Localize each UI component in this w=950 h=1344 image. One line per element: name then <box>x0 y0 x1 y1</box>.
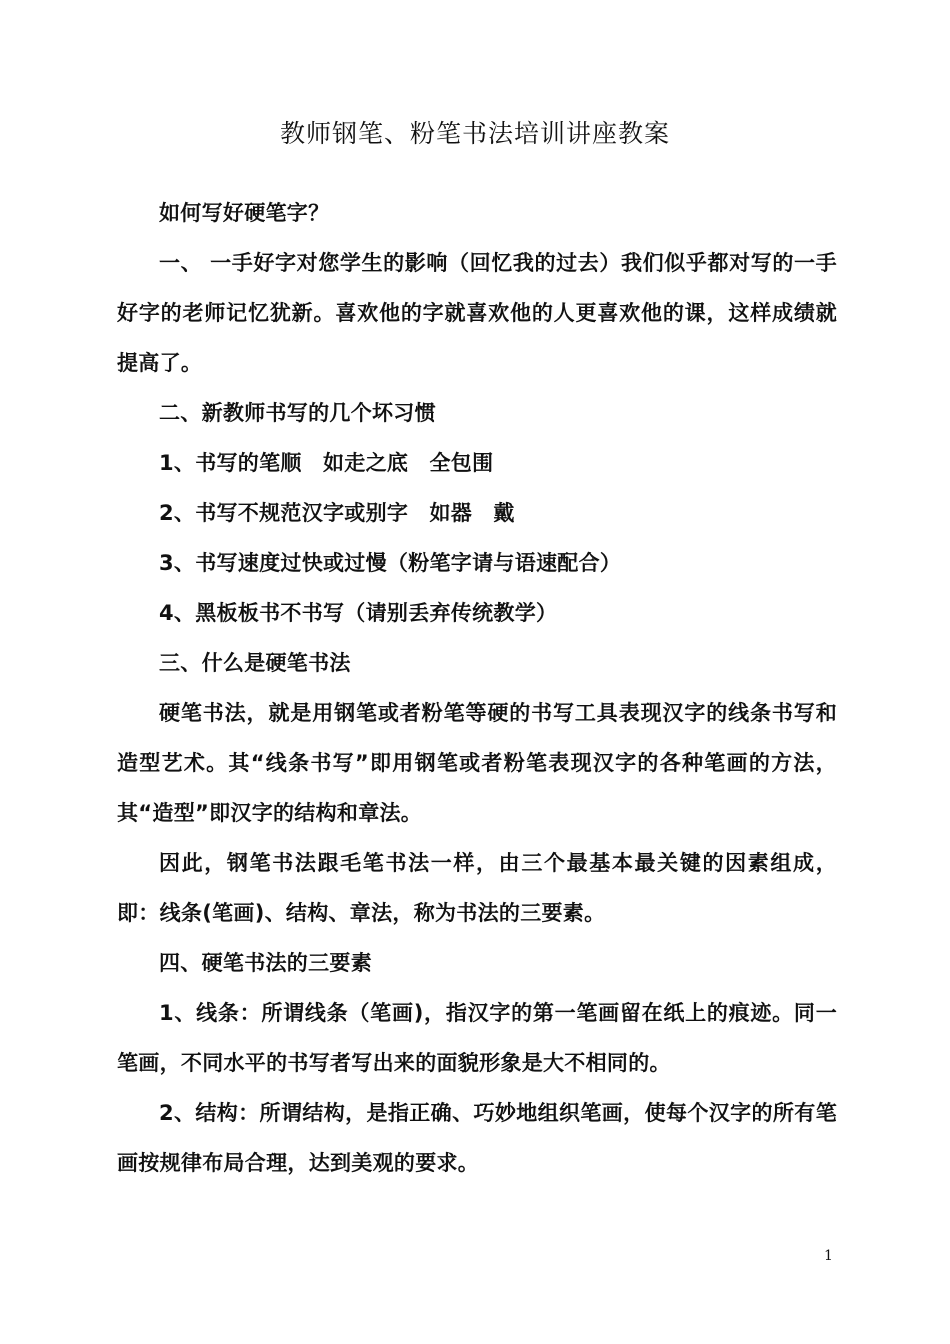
list-item: 1、书写的笔顺 如走之底 全包围 <box>159 451 494 475</box>
document-body <box>117 188 837 1188</box>
section-2-heading: 二、新教师书写的几个坏习惯 <box>159 401 436 425</box>
element-line-paragraph: 1、线条：所谓线条（笔画)，指汉字的第一笔画留在纸上的痕迹。同一笔画，不同水平的书写者写出来的面貌形象是大不相同的。 <box>117 1001 837 1075</box>
element-structure-paragraph: 2、结构：所谓结构，是指正确、巧妙地组织笔画，使每个汉字的所有笔画按规律布局合理，达到美观的要求。 <box>117 1101 837 1175</box>
definition-paragraph: 硬笔书法，就是用钢笔或者粉笔等硬的书写工具表现汉字的线条书写和造型艺术。其“线条书写”即用钢笔或者粉笔表现汉字的各种笔画的方法，其“造型”即汉字的结构和章法。 <box>117 701 837 825</box>
section-4-heading: 四、硬笔书法的三要素 <box>159 951 372 975</box>
section-1-paragraph: 一、 一手好字对您学生的影响（回忆我的过去）我们似乎都对写的一手好字的老师记忆犹新。喜欢他的字就喜欢他的人更喜欢他的课，这样成绩就提高了。 <box>117 251 837 375</box>
section-3-heading: 三、什么是硬笔书法 <box>159 651 351 675</box>
page-number: 1 <box>824 1248 833 1264</box>
list-item: 3、书写速度过快或过慢（粉笔字请与语速配合） <box>159 551 622 575</box>
elements-paragraph: 因此，钢笔书法跟毛笔书法一样，由三个最基本最关键的因素组成，即：线条(笔画)、结构、章法，称为书法的三要素。 <box>117 851 837 925</box>
list-item: 4、黑板板书不书写（请别丢弃传统教学） <box>159 601 558 625</box>
list-item: 2、书写不规范汉字或别字 如器 戴 <box>159 501 515 525</box>
document-title: 教师钢笔、粉笔书法培训讲座教案 <box>279 119 670 148</box>
question-heading: 如何写好硬笔字？ <box>159 201 330 225</box>
